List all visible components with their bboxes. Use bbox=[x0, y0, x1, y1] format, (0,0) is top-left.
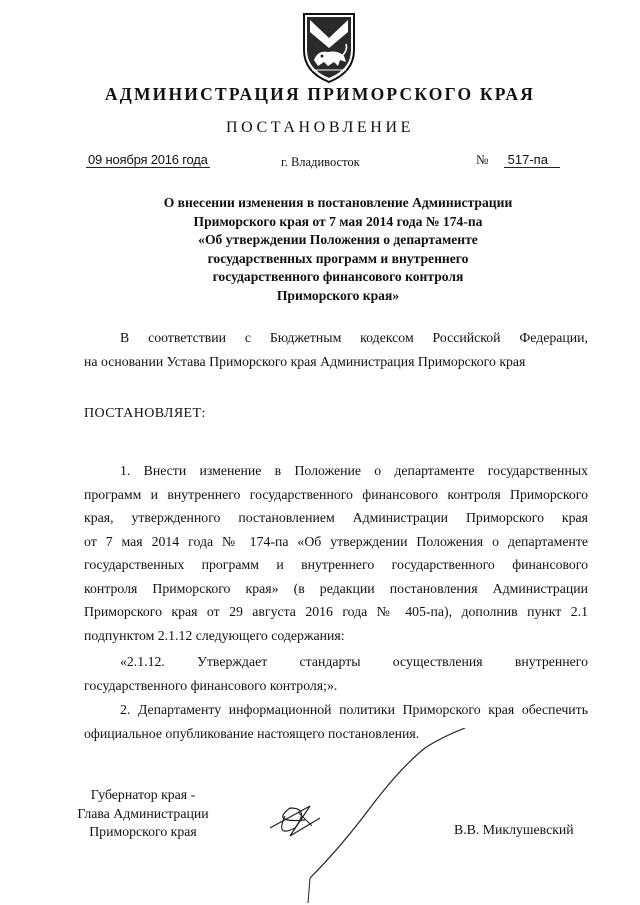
title-line: Приморского края» bbox=[276, 287, 400, 303]
handwritten-signature-icon bbox=[250, 728, 480, 903]
quoted-subclause bbox=[84, 650, 588, 697]
paragraph-line: «2.1.12. Утверждает стандарты осуществления внутреннего bbox=[120, 654, 588, 669]
paragraph-line: края, утвержденного постановлением Администрации Приморского края bbox=[84, 510, 588, 525]
item-1-paragraph bbox=[84, 459, 588, 647]
paragraph-line: Приморского края от 29 августа 2016 года № 405-па), дополнив пункт 2.1 bbox=[84, 604, 588, 619]
paragraph-line: В соответствии с Бюджетным кодексом Российской Федерации, bbox=[120, 330, 588, 345]
decree-title bbox=[118, 194, 558, 306]
signatory-title-line: Губернатор края - bbox=[90, 787, 196, 802]
paragraph-line: государственного финансового контроля;». bbox=[84, 677, 338, 693]
signatory-title bbox=[58, 786, 228, 842]
document-date-value: 09 ноября 2016 года bbox=[88, 152, 208, 167]
signatory-title-line: Глава Администрации bbox=[77, 805, 209, 821]
document-city: г. Владивосток bbox=[281, 155, 360, 169]
document-type: ПОСТАНОВЛЕНИЕ bbox=[226, 119, 414, 136]
paragraph-line: 2. Департаменту информационной политики Приморского края обеспечить bbox=[120, 702, 588, 717]
title-line: государственного финансового контроля bbox=[212, 269, 464, 285]
agency-name: АДМИНИСТРАЦИЯ ПРИМОРСКОГО КРАЯ bbox=[104, 84, 536, 104]
paragraph-line: программ и внутреннего государственного финансового контроля Приморского bbox=[84, 486, 588, 502]
title-line: «Об утверждении Положения о департаменте bbox=[198, 232, 478, 248]
paragraph-line: 1. Внести изменение в Положение о департаменте государственных bbox=[120, 463, 588, 478]
title-line: О внесении изменения в постановление Администрации bbox=[163, 195, 513, 210]
number-label: № bbox=[476, 152, 489, 167]
paragraph-line: на основании Устава Приморского края Администрация Приморского края bbox=[84, 353, 526, 369]
paragraph-line: государственных программ и внутреннего государственного финансового bbox=[84, 557, 588, 572]
title-line: государственных программ и внутреннего bbox=[207, 250, 469, 266]
coat-of-arms-icon bbox=[298, 10, 360, 84]
resolves-heading: ПОСТАНОВЛЯЕТ: bbox=[84, 406, 206, 421]
paragraph-line: официальное опубликование настоящего постановления. bbox=[84, 725, 420, 741]
paragraph-line: контроля Приморского края» (в редакции постановления Администрации bbox=[84, 580, 588, 596]
number-value: 517-па bbox=[504, 152, 560, 168]
document-number bbox=[476, 152, 560, 168]
paragraph-line: подпунктом 2.1.12 следующего содержания: bbox=[84, 627, 345, 643]
title-line: Приморского края от 7 мая 2014 года № 174-па bbox=[193, 213, 483, 229]
document-date bbox=[86, 152, 210, 167]
paragraph-line: от 7 мая 2014 года № 174-па «Об утверждении Положения о департаменте bbox=[84, 533, 588, 549]
signatory-title-line: Приморского края bbox=[89, 824, 197, 839]
intro-paragraph bbox=[84, 326, 588, 373]
signatory-name: В.В. Миклушевский bbox=[454, 822, 574, 837]
